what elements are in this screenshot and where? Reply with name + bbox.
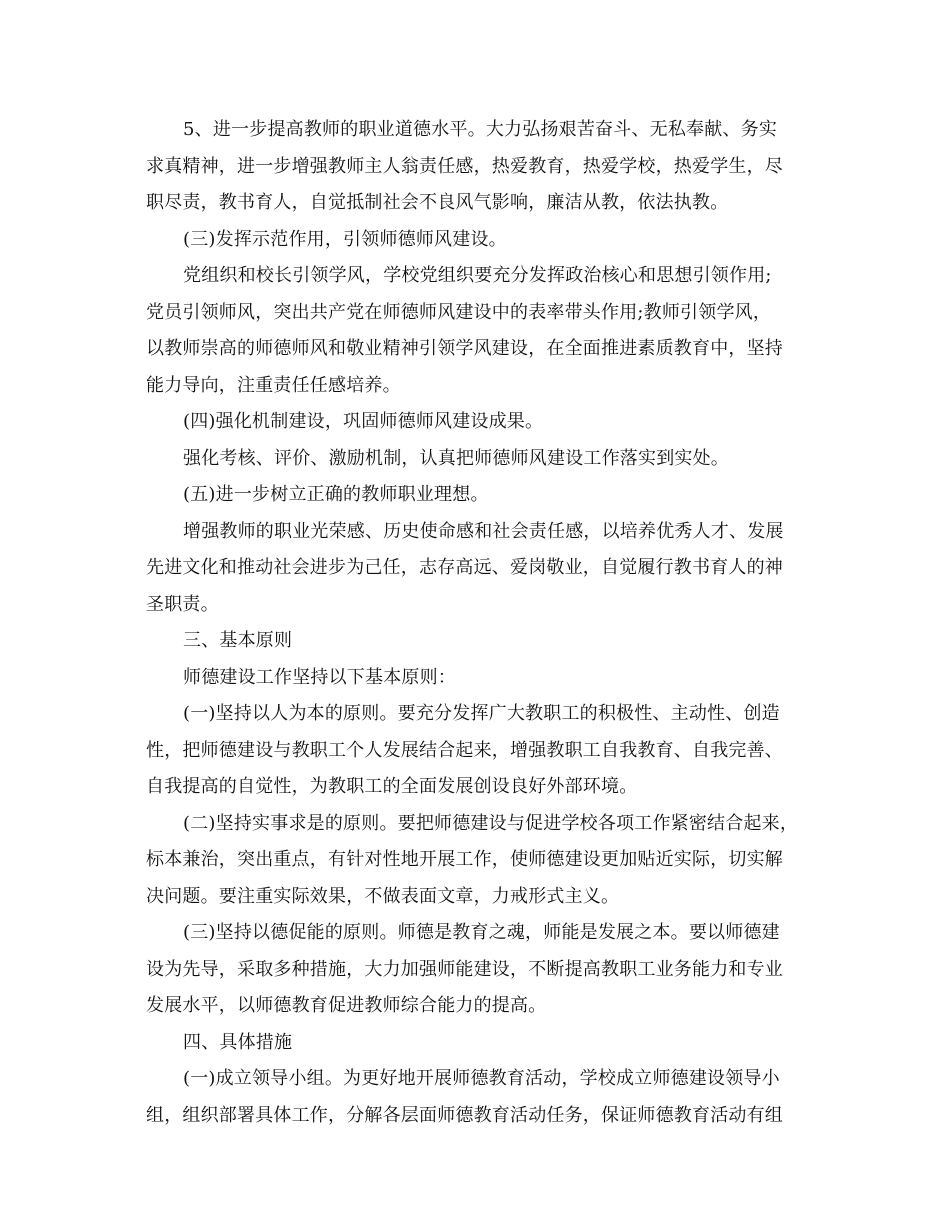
paragraph-line: 能力导向，注重责任任感培养。 [146, 374, 401, 396]
paragraph-line: 发展水平，以师德教育促进教师综合能力的提高。 [146, 995, 547, 1016]
paragraph-line: (一)成立领导小组。为更好地开展师德教育活动，学校成立师德建设领导小 [183, 1068, 780, 1089]
paragraph-line: 师德建设工作坚持以下基本原则： [183, 666, 456, 688]
paragraph-line: (一)坚持以人为本的原则。要充分发挥广大教职工的积极性、主动性、创造 [183, 703, 780, 724]
paragraph-line: (二)坚持实事求是的原则。要把师德建设与促进学校各项工作紧密结合起来， [183, 812, 799, 834]
section-heading: (四)强化机制建设，巩固师德师风建设成果。 [183, 411, 544, 432]
paragraph-line: 增强教师的职业光荣感、历史使命感和社会责任感，以培养优秀人才、发展 [183, 520, 784, 542]
paragraph-line: 党员引领师风，突出共产党在师德师风建设中的表率带头作用;教师引领学风， [146, 301, 772, 323]
paragraph-line: 自我提高的自觉性，为教职工的全面发展创设良好外部环境。 [146, 776, 638, 797]
paragraph-line: 党组织和校长引领学风，学校党组织要充分发挥政治核心和思想引领作用; [183, 265, 772, 286]
paragraph-line: 决问题。要注重实际效果，不做表面文章，力戒形式主义。 [146, 885, 620, 907]
paragraph-line: 5、进一步提高教师的职业道德水平。大力弘扬艰苦奋斗、无私奉献、务实 [183, 119, 778, 140]
section-heading: (三)发挥示范作用，引领师德师风建设。 [183, 228, 507, 250]
paragraph-line: 以教师崇高的师德师风和敬业精神引领学风建设，在全面推进素质教育中，坚持 [146, 338, 783, 359]
paragraph-line: 强化考核、评价、激励机制，认真把师德师风建设工作落实到实处。 [183, 447, 729, 469]
chapter-heading: 三、基本原则 [183, 630, 293, 651]
paragraph-line: 标本兼治，突出重点，有针对性地开展工作，使师德建设更加贴近实际，切实解 [146, 849, 783, 870]
paragraph-line: 求真精神，进一步增强教师主人翁责任感，热爱教育，热爱学校，热爱学生，尽 [146, 155, 783, 177]
paragraph-line: 组，组织部署具体工作，分解各层面师德教育活动任务，保证师德教育活动有组 [146, 1104, 783, 1126]
document-body [146, 112, 806, 1134]
paragraph-line: 圣职责。 [146, 593, 219, 615]
section-heading: (五)进一步树立正确的教师职业理想。 [183, 484, 489, 505]
paragraph-line: 性，把师德建设与教职工个人发展结合起来，增强教职工自我教育、自我完善、 [146, 739, 783, 761]
paragraph-line: 先进文化和推动社会进步为己任，志存高远、爱岗敬业，自觉履行教书育人的神 [146, 557, 783, 578]
paragraph-line: (三)坚持以德促能的原则。师德是教育之魂，师能是发展之本。要以师德建 [183, 922, 780, 943]
paragraph-line: 职尽责，教书育人，自觉抵制社会不良风气影响，廉洁从教，依法执教。 [146, 192, 729, 213]
chapter-heading: 四、具体措施 [183, 1031, 293, 1053]
paragraph-line: 设为先导，采取多种措施，大力加强师能建设，不断提高教职工业务能力和专业 [146, 958, 783, 980]
